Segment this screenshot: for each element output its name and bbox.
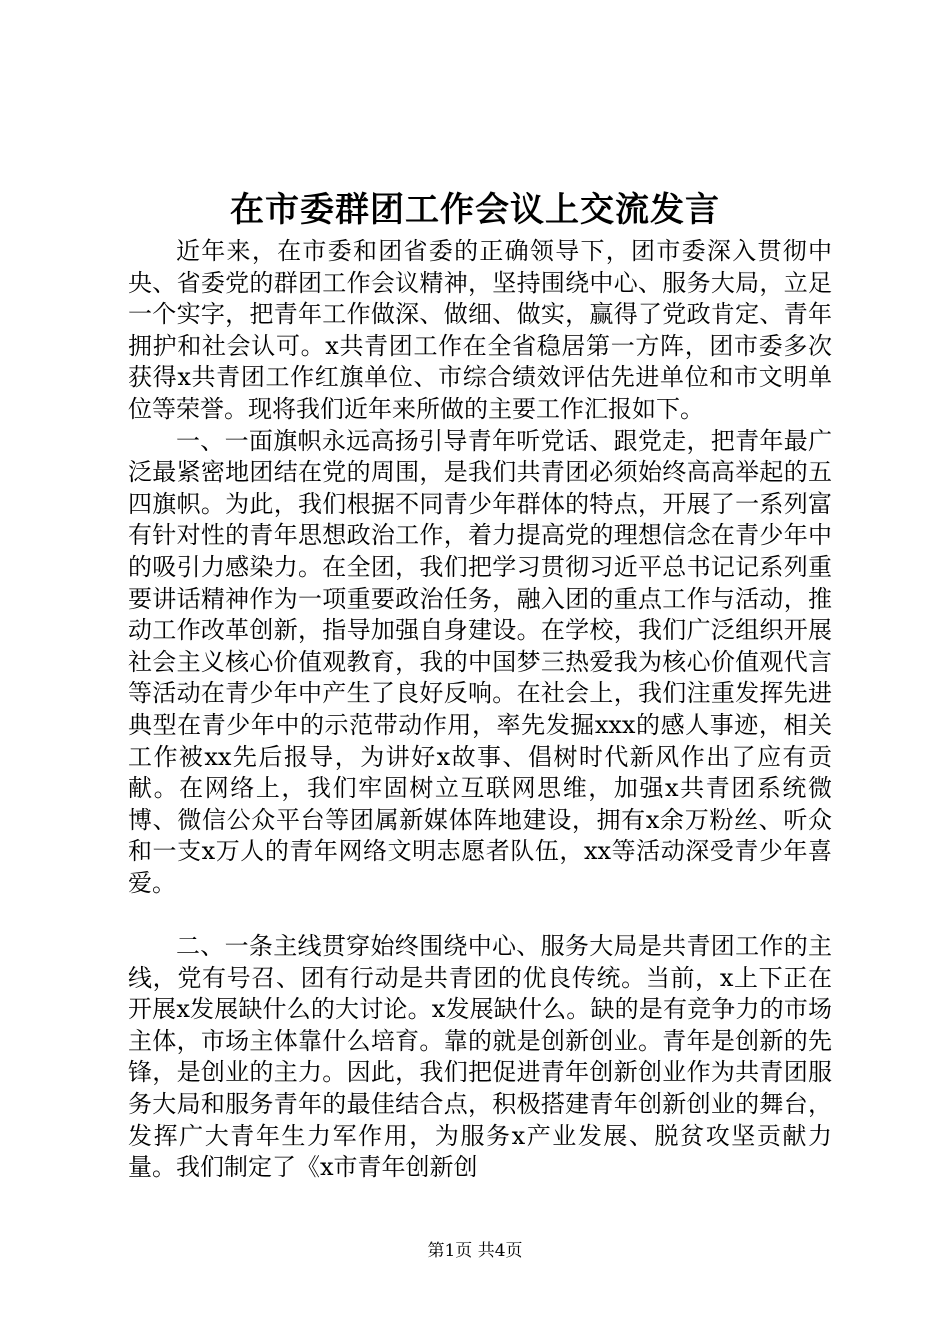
document-body xyxy=(128,236,832,1184)
document-title: 在市委群团工作会议上交流发言 xyxy=(230,190,720,230)
paragraph-intro: 近年来，在市委和团省委的正确领导下，团市委深入贯彻中央、省委党的群团工作会议精神，坚持围绕中心、服务大局，立足一个实字，把青年工作做深、做细、做实，赢得了党政肯定、青年拥护和社会认可。x共青团工作在全省稳居第一方阵，团市委多次获得x共青团工作红旗单位、市综合绩效评估先进单位和市文明单位等荣誉。现将我们近年来所做的主要工作汇报如下。 xyxy=(128,237,832,423)
page-number: 第1页 共4页 xyxy=(427,1241,523,1261)
paragraph-section-2: 二、一条主线贯穿始终围绕中心、服务大局是共青团工作的主线，党有号召、团有行动是共青团的优良传统。当前，x上下正在开展x发展缺什么的大讨论。x发展缺什么。缺的是有竞争力的市场主体，市场主体靠什么培育。靠的就是创新创业。青年是创新的先锋，是创业的主力。因此，我们把促进青年创新创业作为共青团服务大局和服务青年的最佳结合点，积极搭建青年创新创业的舞台，发挥广大青年生力军作用，为服务x产业发展、脱贫攻坚贡献力量。我们制定了《x市青年创新创 xyxy=(128,932,832,1182)
paragraph-section-1: 一、一面旗帜永远高扬引导青年听党话、跟党走，把青年最广泛最紧密地团结在党的周围，是我们共青团必须始终高高举起的五四旗帜。为此，我们根据不同青少年群体的特点，开展了一系列富有针对性的青年思想政治工作，着力提高党的理想信念在青少年中的吸引力感染力。在全团，我们把学习贯彻习近平总书记记系列重要讲话精神作为一项重要政治任务，融入团的重点工作与活动，推动工作改革创新，指导加强自身建设。在学校，我们广泛组织开展社会主义核心价值观教育，我的中国梦三热爱我为核心价值观代言等活动在青少年中产生了良好反响。在社会上，我们注重发挥先进典型在青少年中的示范带动作用，率先发掘xxx的感人事迹，相关工作被xx先后报导，为讲好x故事、倡树时代新风作出了应有贡献。在网络上，我们牢固树立互联网思维，加强x共青团系统微博、微信公众平台等团属新媒体阵地建设，拥有x余万粉丝、听众和一支x万人的青年网络文明志愿者队伍，xx等活动深受青少年喜爱。 xyxy=(128,426,832,897)
